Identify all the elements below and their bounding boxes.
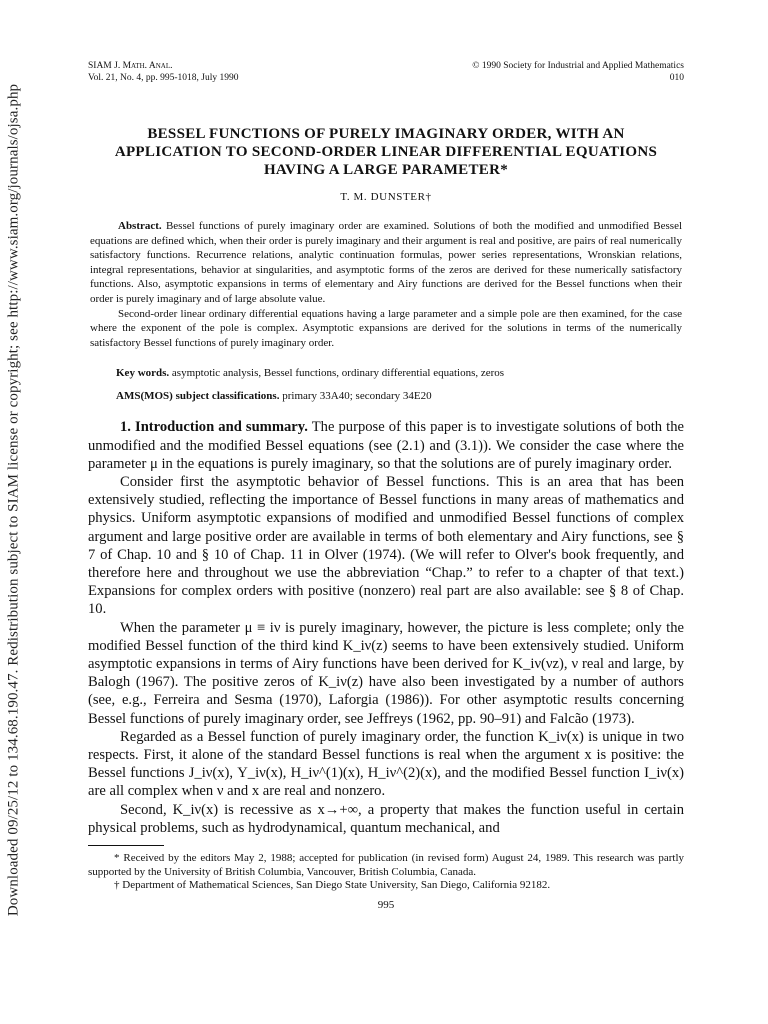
journal-info <box>88 60 239 84</box>
abstract <box>88 219 684 350</box>
journal-volume: Vol. 21, No. 4, pp. 995-1018, July 1990 <box>88 73 239 83</box>
title-line: APPLICATION TO SECOND-ORDER LINEAR DIFFERENTIAL EQUATIONS <box>114 144 658 160</box>
body-text: The purpose of this paper is to investigate solutions of both the unmodified and the modified Bessel equations (see (2.1) and (3.1)). We consider the case where the parameter μ in the equations is purely imaginary, so that the solutions are of purely imaginary order. <box>88 419 684 472</box>
download-notice-text: Downloaded 09/25/12 to 134.68.190.47. Redistribution subject to SIAM license or copyright; see http://www.siam.org/journals/ojsa.php <box>5 84 22 916</box>
author-name: T. M. DUNSTER† <box>340 191 432 203</box>
keywords-text: asymptotic analysis, Bessel functions, ordinary differential equations, zeros <box>171 367 505 380</box>
footnote-received: * Received by the editors May 2, 1988; accepted for publication (in revised form) August 24, 1989. This research was partly supported by the University of British Columbia, Vancouver, British Columbia, Canada. <box>88 852 684 878</box>
section-introduction <box>88 418 684 837</box>
running-header <box>88 60 684 84</box>
abstract-paragraph: Second-order linear ordinary differential equations having a large parameter and a simple pole are then examined, for the case where the exponent of the pole is complex. Asymptotic expansions are derived for the solutions in terms of the numerically satisfactory Bessel functions of purely imaginary order. <box>90 307 682 349</box>
body-paragraph: Regarded as a Bessel function of purely imaginary order, the function K_iν(x) is unique in two respects. First, it alone of the standard Bessel functions is real when the argument x is positive: the Bessel functions J_iν(x), Y_iν(x), H_iν^(1)(x), H_iν^(2)(x), and the modified Bessel function I_iν(x) are all complex when ν and x are real and nonzero. <box>88 728 684 800</box>
page-number: 995 <box>377 898 395 911</box>
body-paragraph: When the parameter μ ≡ iν is purely imaginary, however, the picture is less complete; only the modified Bessel function of the third kind K_iν(z) seems to have been extensively studied. Uniform asymptotic expansions in terms of Airy functions have been derived for K_iν(νz), ν real and large, by Balogh (1967). The positive zeros of K_iν(z) have also been investigated by a number of authors (see, e.g., Ferreira and Sesma (1970), Laforgia (1986)). For other asymptotic results concerning Bessel functions of purely imaginary order, see Jeffreys (1962, pp. 90–91) and Falcão (1973). <box>88 619 684 727</box>
article-code: 010 <box>669 73 684 83</box>
body-paragraph: Second, K_iν(x) is recessive as x→+∞, a property that makes the function useful in certain physical problems, such as hydrodynamical, quantum mechanical, and <box>88 801 684 836</box>
keywords-label: Key words. <box>116 367 170 380</box>
footnote-affiliation: † Department of Mathematical Sciences, San Diego State University, San Diego, California 92182. <box>114 879 551 892</box>
ams-text: primary 33A40; secondary 34E20 <box>282 390 432 403</box>
body-paragraph: Consider first the asymptotic behavior of Bessel functions. This is an area that has been extensively studied, reflecting the importance of Bessel functions in many areas of mathematics and physics. Uniform asymptotic expansions of modified and unmodified Bessel functions of complex argument and large positive order are available in terms of both elementary and Airy functions, see § 7 of Chap. 10 and § 10 of Chap. 11 in Olver (1974). (We will refer to Olver's book frequently, and therefore here and throughout we use the abbreviation “Chap.” to refer to a chapter of that text.) Expansions for complex orders with positive (nonzero) real part are also available: see § 8 of Chap. 10. <box>88 473 684 618</box>
footnote-rule <box>88 845 164 846</box>
download-notice <box>4 84 24 916</box>
copyright-text: © 1990 Society for Industrial and Applied Mathematics <box>472 61 684 71</box>
body-paragraph <box>88 418 684 473</box>
journal-name: SIAM J. Math. Anal. <box>88 61 173 71</box>
abstract-label: Abstract. <box>118 220 162 232</box>
keywords <box>88 367 684 379</box>
footnotes <box>88 852 684 893</box>
section-heading: 1. Introduction and summary. <box>120 419 308 436</box>
paper-page <box>88 60 684 911</box>
title-line: BESSEL FUNCTIONS OF PURELY IMAGINARY ORDER, WITH AN <box>147 126 625 142</box>
ams-label: AMS(MOS) subject classifications. <box>116 390 280 403</box>
copyright-info <box>472 60 684 84</box>
paper-title <box>88 125 684 179</box>
ams-classification <box>88 390 684 402</box>
abstract-text: Bessel functions of purely imaginary order are examined. Solutions of both the modified and unmodified Bessel equations are defined which, when their order is purely imaginary and their argument is real and positive, are pairs of real numerically satisfactory functions. Recurrence relations, analytic continuation formulas, power series representations, Wronskian relations, integral representations, behavior at singularities, and asymptotic forms of the zeros are derived for these numerically satisfactory functions. Also, asymptotic expansions in terms of elementary and Airy functions are derived for the Bessel functions when their order is purely imaginary and of large absolute value. <box>90 220 683 305</box>
title-line: HAVING A LARGE PARAMETER* <box>263 162 509 178</box>
abstract-paragraph <box>90 219 682 307</box>
